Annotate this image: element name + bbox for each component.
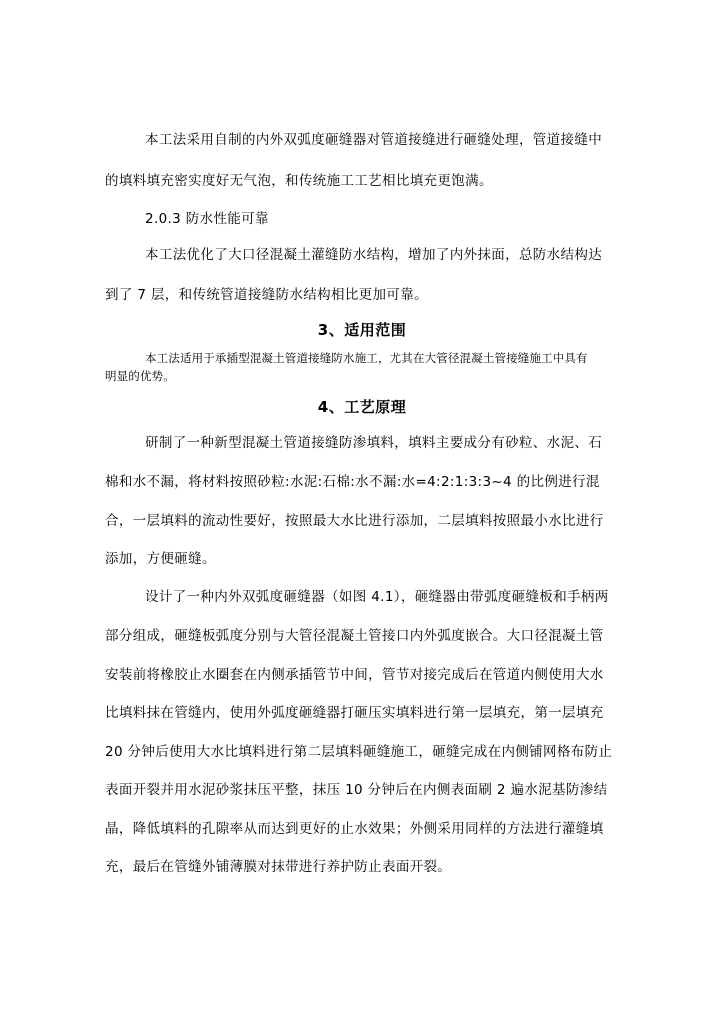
paragraph-line: 20 分钟后使用大水比填料进行第二层填料砸缝施工，砸缝完成在内侧铺网格布防止 [105,744,613,760]
paragraph-line: 比填料抹在管缝内，使用外弧度砸缝器打砸压实填料进行第一层填充，第一层填充 [105,705,604,721]
paragraph-line: 本工法优化了大口径混凝土灌缝防水结构，增加了内外抹面，总防水结构达 [145,247,603,263]
paragraph-line: 添加，方便砸缝。 [105,551,216,567]
paragraph-line: 到了 7 层，和传统管道接缝防水结构相比更加可靠。 [105,287,428,303]
section3-text-line: 本工法适用于承插型混凝土管道接缝防水施工，尤其在大管径混凝土管接缝施工中具有 [145,351,588,365]
paragraph-line: 设计了一种内外双弧度砸缝器（如图 4.1），砸缝器由带弧度砸缝板和手柄两 [145,589,609,605]
section3-text-line: 明显的优势。 [105,369,175,383]
paragraph-line: 本工法采用自制的内外双弧度砸缝器对管道接缝进行砸缝处理，管道接缝中 [145,132,603,148]
paragraph-line: 的填料填充密实度好无气泡，和传统施工工艺相比填充更饱满。 [105,173,493,189]
paragraph-line: 合，一层填料的流动性要好，按照最大水比进行添加，二层填料按照最小水比进行 [105,513,604,529]
paragraph-line: 部分组成，砸缝板弧度分别与大管径混凝土管接口内外弧度嵌合。大口径混凝土管 [105,628,604,644]
paragraph-line: 安装前将橡胶止水圈套在内侧承插管节中间，管节对接完成后在管道内侧使用大水 [105,667,604,683]
sub-heading: 2.0.3 防水性能可靠 [145,211,269,227]
paragraph-line: 晶，降低填料的孔隙率从而达到更好的止水效果；外侧采用同样的方法进行灌缝填 [105,821,604,837]
paragraph-line: 棉和水不漏，将材料按照砂粒:水泥:石棉:水不漏:水=4:2:1:3:3~4 的比例进行混 [105,474,600,490]
paragraph-line: 充，最后在管缝外铺薄膜对抹带进行养护防止表面开裂。 [105,859,452,875]
section-heading-4: 4、工艺原理 [317,398,407,416]
paragraph-line: 表面开裂并用水泥砂浆抹压平整，抹压 10 分钟后在内侧表面刷 2 遍水泥基防渗结 [105,782,608,798]
section-heading-3: 3、适用范围 [317,321,407,339]
paragraph-line: 研制了一种新型混凝土管道接缝防渗填料，填料主要成分有砂粒、水泥、石 [145,435,603,451]
